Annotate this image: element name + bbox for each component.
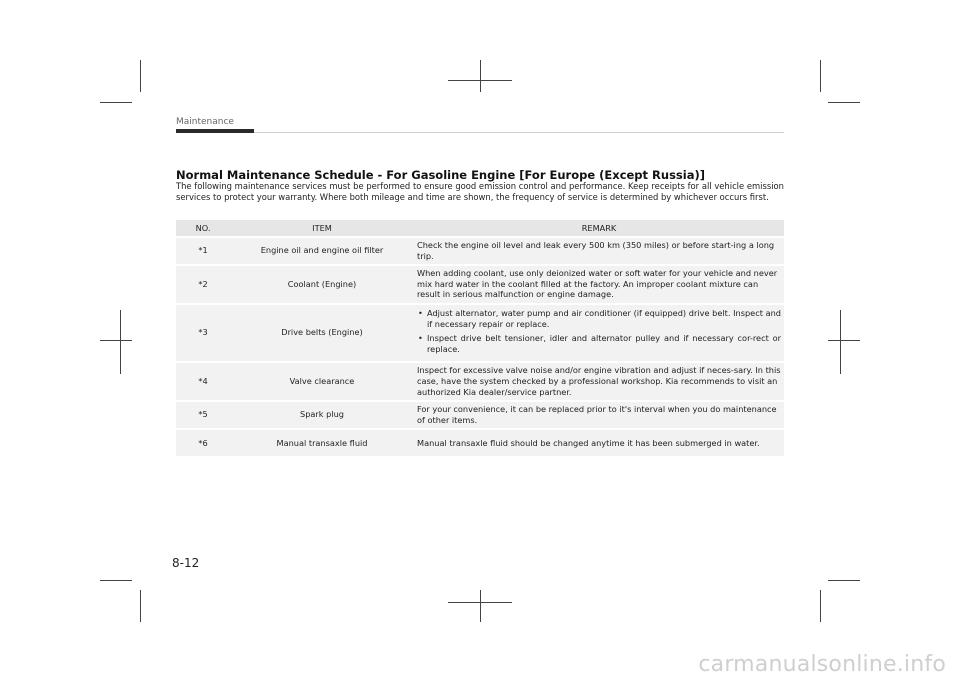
table-row bbox=[176, 429, 784, 456]
watermark: carmanualsonline.info bbox=[698, 652, 946, 677]
row-no: *3 bbox=[176, 304, 230, 362]
row-no: *2 bbox=[176, 265, 230, 304]
row-item: Spark plug bbox=[230, 401, 414, 429]
row-remark: Inspect for excessive valve noise and/or engine vibration and adjust if neces-sary. In this case, have the system checked by a professional workshop. Kia recommends to visit an authorized Kia dealer/service partner. bbox=[414, 362, 784, 401]
row-item: Coolant (Engine) bbox=[230, 265, 414, 304]
page-title: Normal Maintenance Schedule - For Gasoline Engine [For Europe (Except Russia)] bbox=[176, 168, 705, 182]
row-remark: For your convenience, it can be replaced prior to it's interval when you do maintenance of other items. bbox=[414, 401, 784, 429]
table-row bbox=[176, 401, 784, 429]
row-remark bbox=[414, 304, 784, 362]
page-number: 8-12 bbox=[172, 556, 200, 570]
row-no: *5 bbox=[176, 401, 230, 429]
table-row bbox=[176, 265, 784, 304]
row-remark: Manual transaxle fluid should be changed anytime it has been submerged in water. bbox=[414, 429, 784, 456]
table-row bbox=[176, 362, 784, 401]
row-no: *1 bbox=[176, 237, 230, 265]
row-no: *6 bbox=[176, 429, 230, 456]
row-remark: When adding coolant, use only deionized water or soft water for your vehicle and never mix hard water in the coolant filled at the factory. An improper coolant mixture can result in serious malfunction or engine damage. bbox=[414, 265, 784, 304]
bullet-item: • Inspect drive belt tensioner, idler and alternator pulley and if necessary cor-rect or replace. bbox=[417, 333, 781, 354]
bullet-item: • Adjust alternator, water pump and air conditioner (if equipped) drive belt. Inspect and if necessary repair or replace. bbox=[417, 308, 781, 329]
row-no: *4 bbox=[176, 362, 230, 401]
row-item: Drive belts (Engine) bbox=[230, 304, 414, 362]
header-remark: REMARK bbox=[414, 220, 784, 237]
row-remark: Check the engine oil level and leak every 500 km (350 miles) or before start-ing a long trip. bbox=[414, 237, 784, 265]
maintenance-table bbox=[176, 220, 784, 456]
header-item: ITEM bbox=[230, 220, 414, 237]
section-rule bbox=[254, 132, 784, 133]
table-header-row bbox=[176, 220, 784, 237]
section-label: Maintenance bbox=[176, 117, 234, 127]
row-item: Valve clearance bbox=[230, 362, 414, 401]
row-item: Engine oil and engine oil filter bbox=[230, 237, 414, 265]
intro-paragraph: The following maintenance services must be performed to ensure good emission control and performance. Keep receipts for all vehicle emission services to protect your warranty. Where both mileage and time are shown, the frequency of service is determined by whichever occurs first. bbox=[176, 181, 784, 202]
table-row bbox=[176, 304, 784, 362]
header-no: NO. bbox=[176, 220, 230, 237]
row-item: Manual transaxle fluid bbox=[230, 429, 414, 456]
section-bar bbox=[176, 129, 254, 133]
remark-bullets bbox=[417, 308, 781, 354]
table-row bbox=[176, 237, 784, 265]
